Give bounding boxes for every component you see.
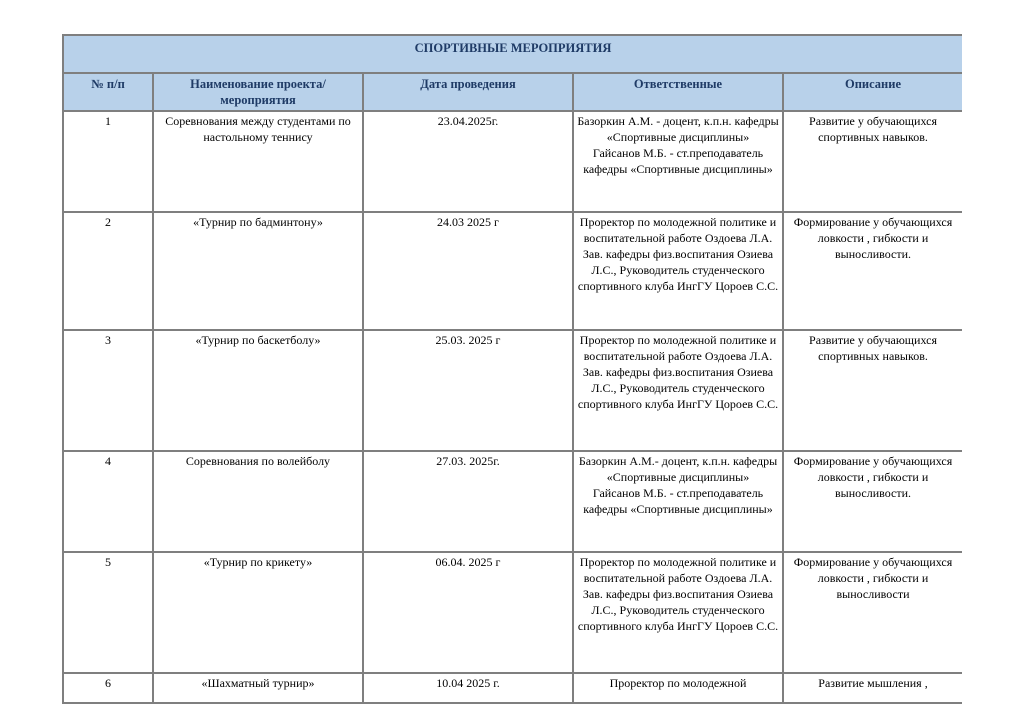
table-title-row [63,35,962,73]
table-row [63,552,962,673]
header-num: № п/п [63,73,153,111]
cell-date: 23.04.2025г. [363,111,573,212]
responsible-line: Проректор по молодежной политике и воспитательной работе Оздоева Л.А. [579,555,777,585]
cell-name-text: «Турнир по бадминтону» [193,215,323,229]
responsible-line: Проректор по молодежной политике и воспитательной работе Оздоева Л.А. [579,333,777,363]
cell-name-text: «Турнир по баскетболу» [195,333,321,347]
header-responsible: Ответственные [573,73,783,111]
table-row [63,212,962,330]
table-header-row [63,73,962,111]
header-name: Наименование проекта/мероприятия [153,73,363,111]
table-row [63,111,962,212]
cell-description-text: Развитие у обучающихся спортивных навыков. [809,114,937,144]
cell-num: 5 [63,552,153,673]
cell-date: 06.04. 2025 г [363,552,573,673]
responsible-line: Базоркин А.М.- доцент, к.п.н. кафедры «Спортивные дисциплины» [578,454,778,484]
cell-description [783,212,962,330]
cell-responsible [573,111,783,212]
cell-name [153,673,363,703]
cell-description [783,111,962,212]
cell-num: 3 [63,330,153,451]
cell-responsible [573,451,783,552]
responsible-line: Зав. кафедры физ.воспитания Озиева Л.С., Руководитель студенческого спортивного клуба ИнгГУ Цороев С.С. [577,365,779,411]
cell-date: 10.04 2025 г. [363,673,573,703]
header-description: Описание [783,73,962,111]
cell-name [153,330,363,451]
cell-description [783,552,962,673]
events-table-container [62,34,962,724]
cell-responsible [573,212,783,330]
cell-responsible [573,330,783,451]
header-date: Дата проведения [363,73,573,111]
cell-responsible [573,673,783,703]
responsible-line: Гайсанов М.Б. - ст.преподаватель кафедры «Спортивные дисциплины» [583,486,773,516]
cell-name [153,111,363,212]
cell-description [783,451,962,552]
cell-description-text: Развитие у обучающихся спортивных навыков. [809,333,937,363]
cell-name [153,212,363,330]
cell-num: 2 [63,212,153,330]
cell-responsible [573,552,783,673]
cell-description [783,330,962,451]
cell-description-text: Формирование у обучающихся ловкости , гибкости и выносливости. [793,454,953,500]
cell-name-text: Соревнования по волейболу [185,454,331,468]
responsible-line: Базоркин А.М. - доцент, к.п.н. кафедры «Спортивные дисциплины» [577,114,779,144]
table-row [63,451,962,552]
responsible-line: Гайсанов М.Б. - ст.преподаватель кафедры «Спортивные дисциплины» [583,146,773,176]
cell-name [153,552,363,673]
table-title: СПОРТИВНЫЕ МЕРОПРИЯТИЯ [63,35,962,73]
cell-date: 25.03. 2025 г [363,330,573,451]
responsible-line: Зав. кафедры физ.воспитания Озиева Л.С., Руководитель студенческого спортивного клуба ИнгГУ Цороев С.С. [577,587,779,633]
cell-description-text: Развитие мышления , [818,676,928,690]
cell-name-text: «Турнир по крикету» [203,555,313,569]
cell-num: 6 [63,673,153,703]
cell-name-text: Соревнования между студентами по настольному теннису [165,114,351,144]
cell-date: 24.03 2025 г [363,212,573,330]
sports-events-table [62,34,962,704]
cell-description-text: Формирование у обучающихся ловкости , гибкости и выносливости [793,555,953,601]
responsible-line: Проректор по молодежной политике и воспитательной работе Оздоева Л.А. [579,215,777,245]
cell-date: 27.03. 2025г. [363,451,573,552]
responsible-line: Зав. кафедры физ.воспитания Озиева Л.С., Руководитель студенческого спортивного клуба ИнгГУ Цороев С.С. [577,247,779,293]
cell-num: 1 [63,111,153,212]
cell-description-text: Формирование у обучающихся ловкости , гибкости и выносливости. [793,215,953,261]
responsible-line: Проректор по молодежной [609,676,747,690]
table-row [63,330,962,451]
cell-name [153,451,363,552]
cell-num: 4 [63,451,153,552]
table-row [63,673,962,703]
cell-description [783,673,962,703]
cell-name-text: «Шахматный турнир» [201,676,315,690]
